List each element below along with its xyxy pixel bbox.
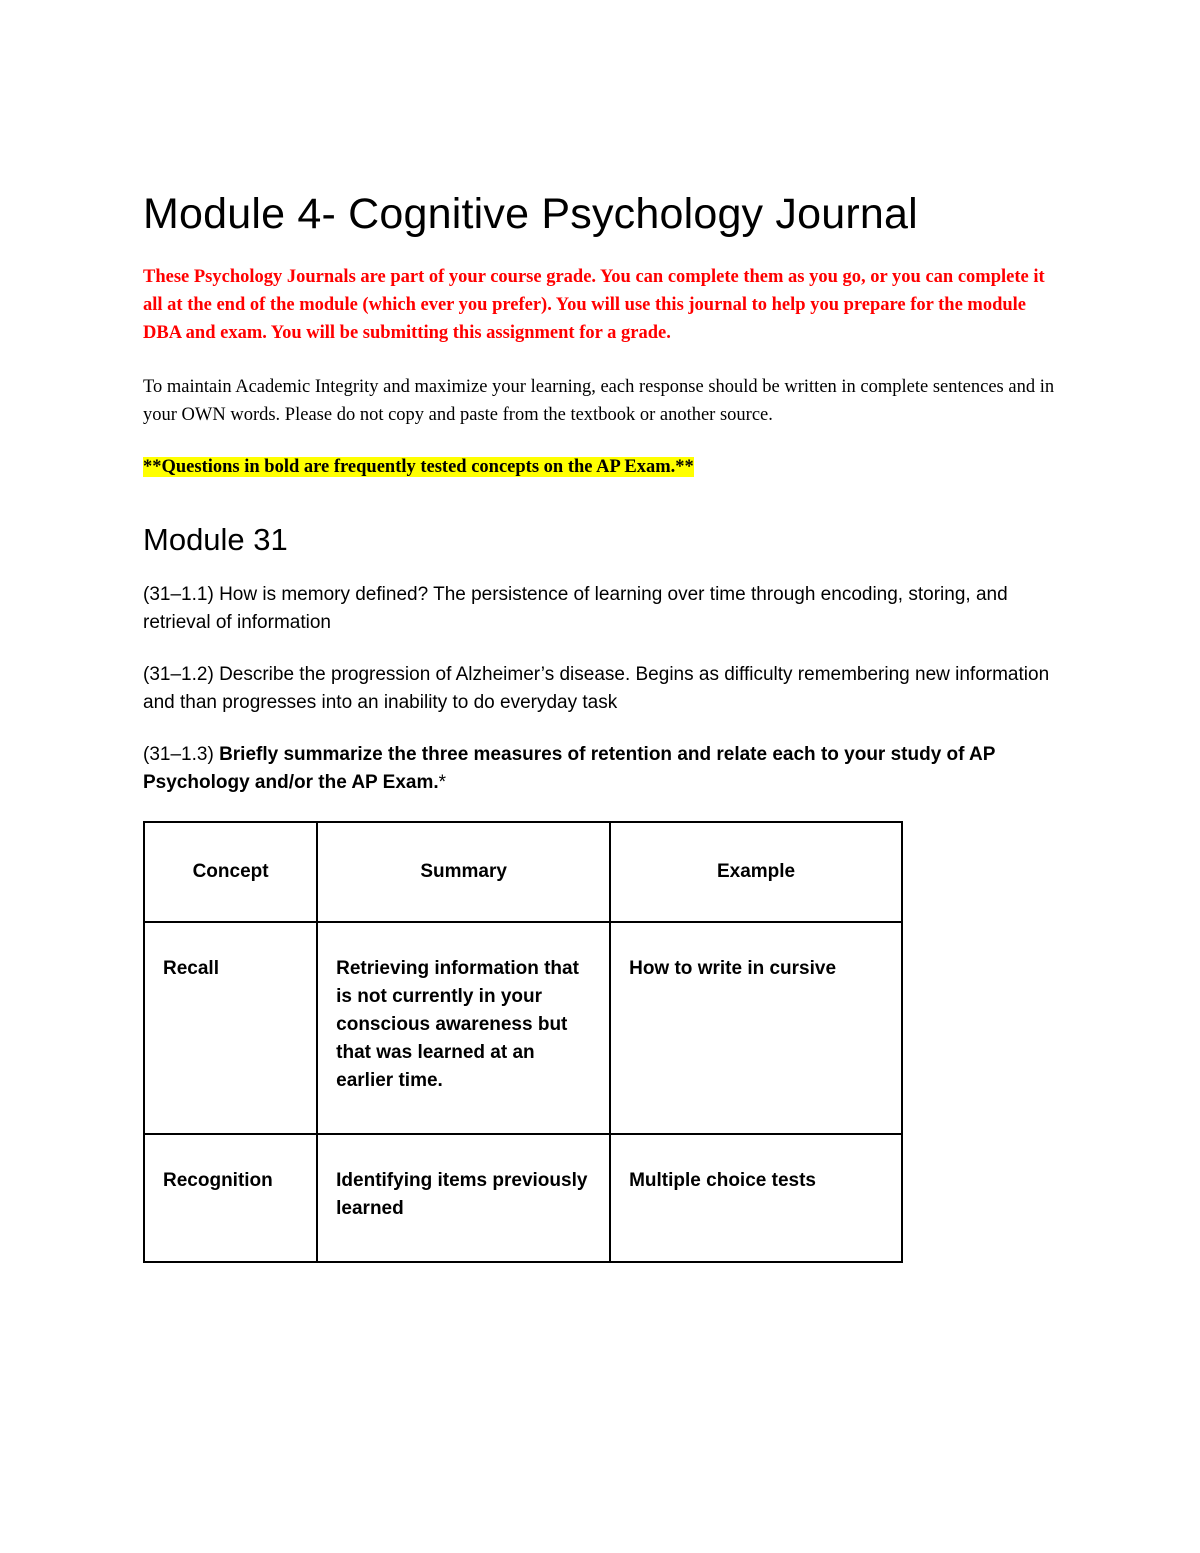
cell-example: How to write in cursive (610, 922, 902, 1134)
document-title: Module 4- Cognitive Psychology Journal (143, 190, 918, 238)
document-page (143, 190, 1063, 1263)
question-id: (31–1.3) (143, 743, 214, 765)
question-31-1-3 (143, 741, 1063, 797)
cell-concept: Recall (144, 922, 317, 1134)
question-31-1-1 (143, 581, 1063, 637)
cell-summary: Identifying items previously learned (317, 1134, 610, 1262)
question-id: (31–1.2) (143, 663, 214, 685)
question-text: How is memory defined? The persistence of learning over time through encoding, storing, and retrieval of information (143, 583, 1008, 633)
cell-example: Multiple choice tests (610, 1134, 902, 1262)
grade-notice: These Psychology Journals are part of your course grade. You can complete them as you go, or you can complete it all at the end of the module (which ever you prefer). You will use this journal to help you prepare for the module DBA and exam. You will be submitting this assignment for a grade. (143, 267, 1045, 344)
cell-concept: Recognition (144, 1134, 317, 1262)
academic-integrity-note: To maintain Academic Integrity and maximize your learning, each response should be written in complete sentences and in your OWN words. Please do not copy and paste from the textbook or another source. (143, 377, 1055, 426)
header-example: Example (610, 822, 902, 922)
header-summary: Summary (317, 822, 610, 922)
question-text: Describe the progression of Alzheimer’s disease. Begins as difficulty remembering new information and than progresses into an inability to do everyday task (143, 663, 1050, 713)
question-text-bold: Briefly summarize the three measures of retention and relate each to your study of AP Psychology and/or the AP Exam. (143, 743, 996, 793)
table-row (144, 1134, 902, 1262)
header-concept: Concept (144, 822, 317, 922)
retention-table (143, 821, 903, 1263)
question-suffix: * (438, 771, 447, 793)
cell-summary: Retrieving information that is not currently in your conscious awareness but that was learned at an earlier time. (317, 922, 610, 1134)
ap-exam-highlight: **Questions in bold are frequently tested concepts on the AP Exam.** (143, 457, 694, 478)
question-31-1-2 (143, 661, 1063, 717)
question-id: (31–1.1) (143, 583, 214, 605)
table-row (144, 922, 902, 1134)
section-heading: Module 31 (143, 522, 288, 558)
ap-note-line (143, 453, 1063, 481)
table-header-row (144, 822, 902, 922)
